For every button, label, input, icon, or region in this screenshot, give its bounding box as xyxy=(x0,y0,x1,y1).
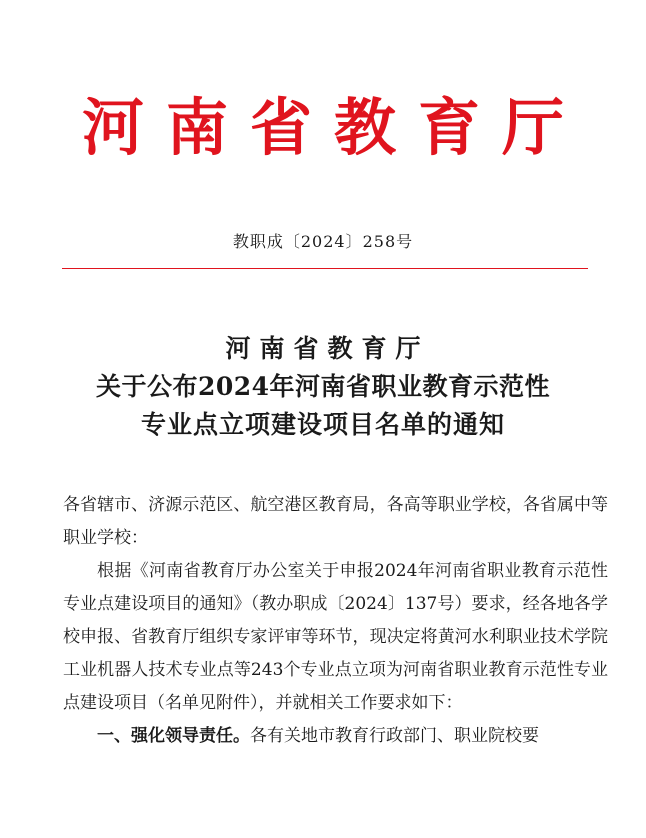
document-number: 教职成〔2024〕258号 xyxy=(232,232,414,251)
section-1-text: 各有关地市教育行政部门、职业院校要 xyxy=(250,726,539,746)
title-line-1: 河南省教育厅 xyxy=(225,334,430,363)
notice-body xyxy=(63,489,608,753)
title-line-2: 关于公布2024年河南省职业教育示范性 xyxy=(95,372,551,401)
body-paragraph-1: 根据《河南省教育厅办公室关于申报2024年河南省职业教育示范性专业点建设项目的通知》（教办职成〔2024〕137号）要求，经各地各学校申报、省教育厅组织专家评审等环节，现决定将黄河水利职业技术学院工业机器人技术专业点等243个专业点立项为河南省职业教育示范性专业点建设项目（名单见附件），并就相关工作要求如下： xyxy=(63,561,608,713)
red-separator-line xyxy=(62,268,588,269)
title-line-3: 专业点立项建设项目名单的通知 xyxy=(140,410,505,439)
section-1-heading: 一、强化领导责任。 xyxy=(97,726,250,746)
recipients: 各省辖市、济源示范区、航空港区教育局，各高等职业学校，各省属中等职业学校： xyxy=(63,495,608,548)
notice-title xyxy=(0,330,646,444)
section-1 xyxy=(63,720,608,753)
issuing-authority-header: 河南省教育厅 xyxy=(81,91,586,164)
